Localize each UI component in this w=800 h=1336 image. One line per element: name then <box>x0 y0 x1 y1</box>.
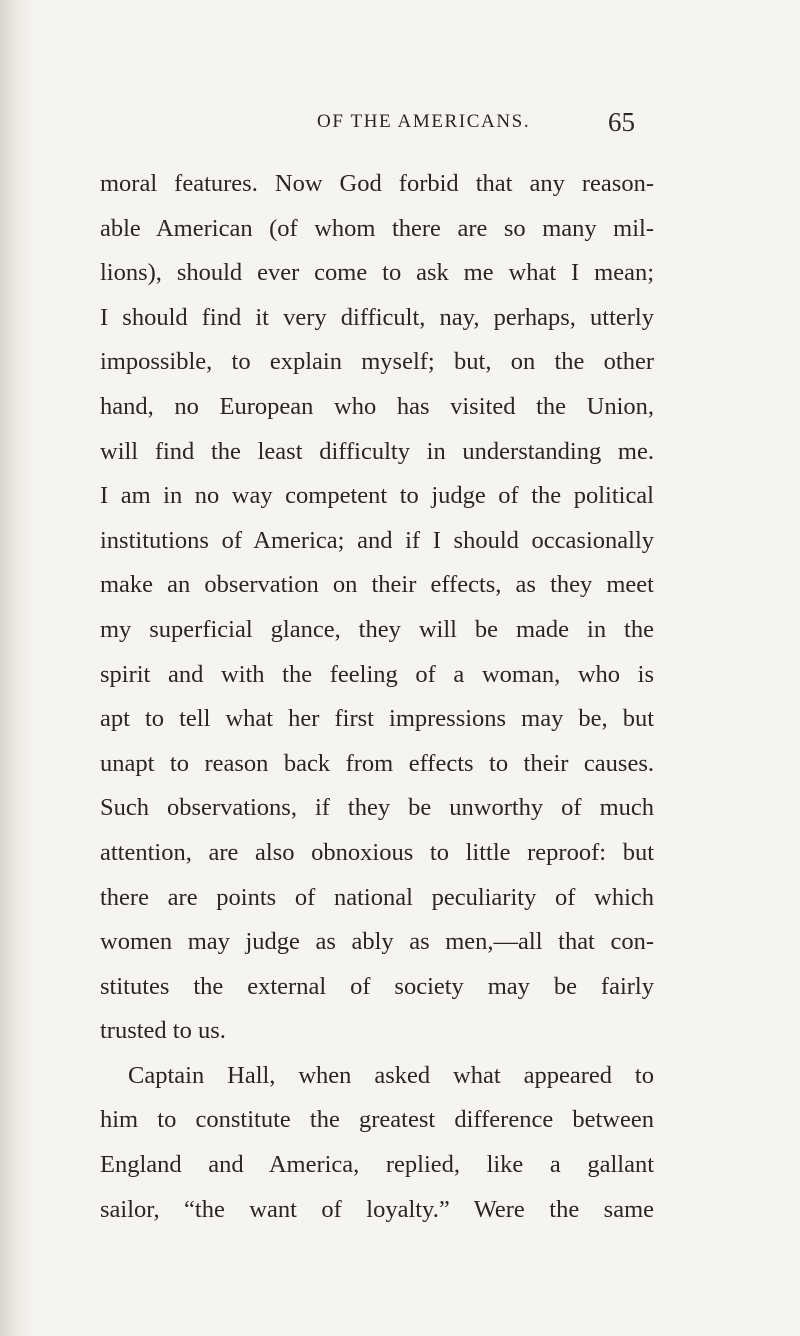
text-line: able American (of whom there are so many mil- <box>100 214 654 242</box>
text-line: women may judge as ably as men,—all that con- <box>100 928 654 956</box>
text-line: apt to tell what her first impressions may be, but <box>100 705 654 733</box>
running-title: OF THE AMERICANS. <box>317 111 531 132</box>
text-line: I should find it very difficult, nay, perhaps, utterly <box>100 303 654 331</box>
text-line: him to constitute the greatest difference between <box>100 1106 654 1134</box>
text-line: there are points of national peculiarity of which <box>100 883 654 911</box>
text-line: Such observations, if they be unworthy of much <box>100 794 654 822</box>
text-line: unapt to reason back from effects to their causes. <box>100 749 654 777</box>
text-line: trusted to us. <box>100 1017 226 1045</box>
text-line: stitutes the external of society may be fairly <box>100 972 654 1000</box>
text-line: I am in no way competent to judge of the political <box>100 482 654 510</box>
running-header <box>0 107 800 141</box>
text-line: spirit and with the feeling of a woman, who is <box>100 660 654 688</box>
body-text <box>100 162 654 1232</box>
text-line: my superficial glance, they will be made in the <box>100 615 654 643</box>
text-line: impossible, to explain myself; but, on the other <box>100 348 654 376</box>
text-line: lions), should ever come to ask me what I mean; <box>100 259 654 287</box>
text-line: hand, no European who has visited the Union, <box>100 392 654 420</box>
page-number: 65 <box>608 107 635 137</box>
text-line: moral features. Now God forbid that any reason- <box>100 170 654 197</box>
text-line: Captain Hall, when asked what appeared to <box>128 1061 654 1089</box>
text-line: England and America, replied, like a gallant <box>100 1151 654 1179</box>
text-line: will find the least difficulty in understanding me. <box>100 437 654 465</box>
text-line: institutions of America; and if I should occasionally <box>100 526 654 554</box>
text-line: sailor, “the want of loyalty.” Were the same <box>100 1195 654 1223</box>
text-line: make an observation on their effects, as they meet <box>100 571 654 599</box>
text-line: attention, are also obnoxious to little reproof: but <box>100 838 654 866</box>
spine-shadow <box>0 0 34 1336</box>
